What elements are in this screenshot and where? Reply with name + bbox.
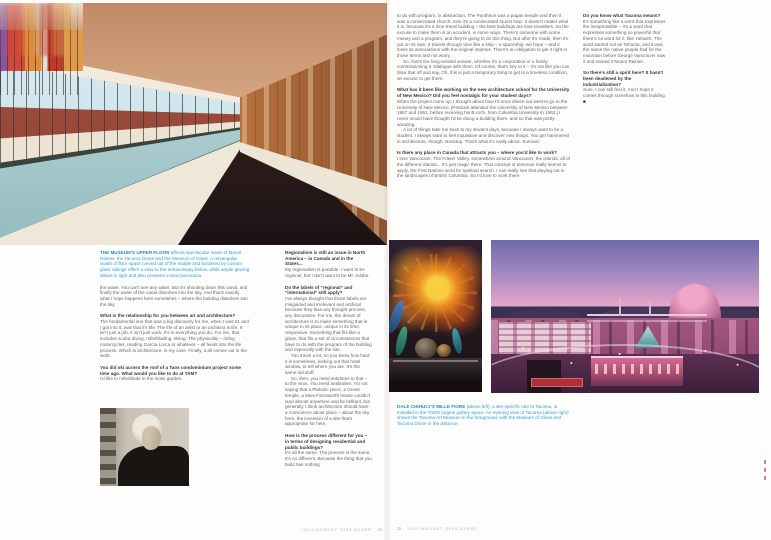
museum-interior-photo xyxy=(0,3,387,245)
tacoma-evening-photo xyxy=(491,240,759,393)
glass-burst xyxy=(389,246,482,338)
glass-orb xyxy=(437,344,451,357)
body-paragraph: When the project came up, I thought about how I'd once driven out west to go to the University of New Mexico. [Predock attended the University of New Mexico between 1957 and 1961, before receiving his B.Arch. from Columbia University in 1962.] I never would have thought I'd be doing a building there, and so that was pretty amazing. xyxy=(397,98,568,127)
chihuly-sculpture-photo xyxy=(389,240,482,392)
body-paragraph: The fundamental one that was a big discovery for me, when I was 21 and I got into it, was that it's life. The life of an artist or an architect is life. It isn't just a job, it isn't just work. It's in everything you do. For me, that includes scuba diving, rollerblading, skiing. The physicality – riding motorcycles, reading García Lorca or whatever – all feeds into the life process. Which is architecture, in my case. Finally, it all comes out in the work. xyxy=(100,319,249,359)
bridge xyxy=(587,314,707,316)
body-paragraph: I've always thought that those labels are misguided and irrelevant and artificial because they bias any thought process, any discussion. For me, the dream of architecture is to make something that is unique in its place, unique in its time, responsive. Something that fits like a glove, that fits a set of circumstances that have to do with the program of the building and especially with the site. xyxy=(285,295,372,353)
caption-lead: DALE CHIHULY'S MILLE FIORE xyxy=(397,404,466,409)
footer-text: JULY/AUGUST 2004 AZURE xyxy=(301,528,372,532)
question-heading: Is there any place in Canada that attracts you – where you'd like to work? xyxy=(397,150,557,156)
question-heading: How is the process different for you – in terms of designing residential and public buildings? xyxy=(285,433,368,450)
page-number: 71 xyxy=(378,528,382,532)
body-paragraph: So, then, you need antidotes to that – to the virus. You need antibodies. I'm not saying that a Platonic piece, a Greek temple, a Mies Farnsworth house couldn't land almost anywhere and be brilliant, but generally I think architecture should have a conscience about place – about the sky here, the invention of a site that's appropriate for here. xyxy=(285,375,370,427)
registration-mark xyxy=(764,460,766,484)
caption-text: affords spectacular views of Mount Rainier, the Tacoma Dome and the Museum of Glass. A rectangular swath of floor space carved out of the middle and bordered by custom glass railings offers a view to the entranceway below, while ample glazing allows in light and also presents a view panorama. xyxy=(100,250,250,278)
caption-text: (above left), a site-specific ode to Tacoma, is installed in the TAM's largest gallery space. An evening view of Tacoma (above right) shows the Tacoma Art Museum in the foreground, with the Museum of Glass and Tacoma Dome in the distance. xyxy=(397,404,569,427)
body-paragraph: It's all the same. The process is the same. It's no different. Because the thing that you build has nothing xyxy=(285,450,372,467)
page-number: 72 xyxy=(397,527,401,531)
left-page-column-2 xyxy=(285,250,372,473)
end-of-article-marker: ■ xyxy=(583,98,586,104)
question-heading: Regionalism is still an issue in North America – in Canada and in the States... xyxy=(285,250,366,267)
body-paragraph: the water. You can't see any water. But it's shooting down this canal, and finally the water of the canal dissolves into the sky. And that's exactly what I hope happens here sometimes – where the building dissolves into the sky. xyxy=(100,284,248,307)
left-page-column-1 xyxy=(100,250,250,486)
left-page-footer xyxy=(237,528,382,532)
body-paragraph: to do with program, in abstraction. The Pantheon was a pagan temple and then it was a consecrated church; now it's a consecrated tourist stop. It doesn't matter what it is, because it's a time-travel building – the best buildings are time travellers. So the excuse to make them is an accident, in some ways. There's someone with some money and a program, and they're going to do this thing. But after it's made, then it's out on its own. It travels through time like a ship – a spaceship, we hope – and it loses its associations with the original impetus. There's an obligation to get it right in those terms and not worry. xyxy=(397,13,569,58)
architect-portrait-photo xyxy=(100,408,189,486)
portrait-body xyxy=(118,446,189,486)
question-heading: So there's still a spirit here? It hasn't been deadened by the industrialization? xyxy=(583,70,664,87)
body-paragraph: You travel a lot, so you know how hard it is sometimes, looking out that hotel window, to tell where you are. It's the same old stuff. xyxy=(285,352,370,376)
body-paragraph: A lot of things take me back to my student days, because I always want to be a student. I always want to feel inquisitive and discover new things. You get hammered in architecture, though. Nonstop. That's what it's really about. Survival. xyxy=(397,127,570,144)
question-heading: What is the relationship for you between art and architecture? xyxy=(100,313,236,319)
photo-caption xyxy=(100,250,250,279)
question-heading: Do you know what Tacoma means? xyxy=(583,13,661,18)
right-page-column-2 xyxy=(583,13,667,111)
body-paragraph: My regionalism is portable. I want to be regional, but I don't want to be Mr. Adobe. xyxy=(285,267,370,278)
footer-text: JULY/AUGUST 2004 AZURE xyxy=(407,527,478,531)
city-lights xyxy=(491,330,759,390)
caption-lead: THE MUSEUM'S UPPER FLOOR xyxy=(100,250,170,255)
body-paragraph: It's something like a word that expresses the inexpressible – it's a word that expresses something so powerful that there's no word for it, like Yahweh. The word started out as Tahoma, and it was the name the native people had for the mountain before George Vancouver saw it and named it Mount Rainier. xyxy=(583,18,666,64)
right-page-column-1 xyxy=(397,13,570,185)
question-heading: What has it been like working on the new architecture school for the University of New Mexico? Did you feel nostalgic for your student days? xyxy=(397,87,570,99)
body-paragraph: I'd like to rollerblade in the moss garden. xyxy=(100,376,183,382)
glass-orb xyxy=(415,338,437,358)
body-paragraph: Sure, I can still feel it. And I hope it comes through somehow in this building. ■ xyxy=(583,87,666,104)
question-heading: Do the labels of “regional” and “international” still apply? xyxy=(285,284,353,296)
right-page-footer xyxy=(397,527,577,531)
right-photo-caption xyxy=(397,404,575,427)
question-heading: You did ski across the roof of a Taos condominium project some time ago. What would you like to do at TAM? xyxy=(100,364,241,376)
sculpture-pedestal xyxy=(389,358,482,392)
body-paragraph: I love Vancouver. The Fraser Valley, somewhere around Vancouver, the islands, all of the different islands... It's just magic there. That concept of temenos really seems to apply, the First Nations word for spiritual search. I can really see that playing out in the landscapes of British Columbia. So I'd love to work there. xyxy=(397,156,570,179)
portrait-window-frame xyxy=(100,408,116,486)
body-paragraph: So, that's the long-winded answer, whether it's a corporation or a family commissioning it. Dialogue with them. Of course, that's key to it – it's not like you can blow that off and say, Oh, this is just a temporary thing to get to a timeless condition, an excuse to get there. xyxy=(397,58,570,81)
